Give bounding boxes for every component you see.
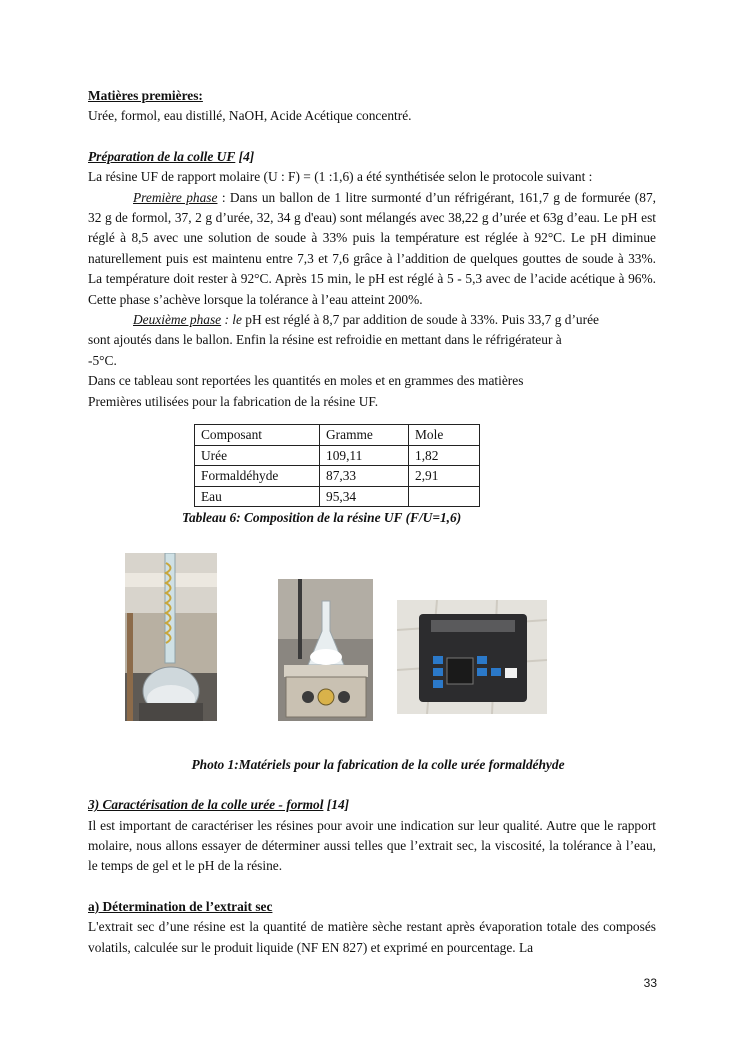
characterisation-heading: 3) Caractérisation de la colle urée - formol [14]	[88, 797, 350, 813]
ph-meter-photo	[397, 600, 547, 714]
photo-strip	[88, 540, 656, 735]
raw-materials-text: Urée, formol, eau distillé, NaOH, Acide Acétique concentré.	[88, 108, 412, 124]
table-cell: 95,34	[320, 486, 409, 507]
characterisation-text: Il est important de caractériser les résines pour avoir une indication sur leur qualité. Autre que le rapport molaire, nous allons essayer de déterminer aussi telles que l’extrait sec, la viscosité, la tolérance à l’eau, le temps de gel et le pH de la résine.	[88, 817, 656, 874]
reflux-setup-image	[125, 553, 217, 721]
stirrer-photo	[278, 579, 373, 721]
table-cell: Formaldéhyde	[195, 466, 320, 487]
raw-materials-heading: Matières premières:	[88, 88, 203, 103]
table-cell: 109,11	[320, 445, 409, 466]
table-header-cell: Mole	[409, 425, 480, 446]
stirrer-image	[278, 579, 373, 721]
table-header-cell: Composant	[195, 425, 320, 446]
table-cell: Eau	[195, 486, 320, 507]
table-row	[195, 466, 480, 487]
table-cell: 2,91	[409, 466, 480, 487]
phase-two-paragraph: Deuxième phase : le pH est réglé à 8,7 par addition de soude à 33%. Puis 33,7 g d’urée sont ajoutés dans le ballon. Enfin la résine est refroidie en mettant dans le réfrigérateur à -5°C.	[88, 312, 599, 368]
ph-meter-image	[397, 600, 547, 714]
table-row	[195, 486, 480, 507]
document-page	[88, 86, 656, 958]
dry-extract-text: L'extrait sec d’une résine est la quantité de matière sèche restant après évaporation totale des composés volatils, calculée sur le produit liquide (NF EN 827) et exprimé en pourcentage. La	[88, 919, 656, 955]
table-caption: Tableau 6: Composition de la résine UF (F/U=1,6)	[182, 510, 462, 526]
reflux-setup-photo	[125, 553, 217, 721]
phase-one-paragraph: Première phase : Dans un ballon de 1 litre surmonté d’un réfrigérant, 161,7 g de formurée (87, 32 g de formol, 37, 2 g d’urée, 32, 34 g d'eau) sont mélangés avec 38,22 g d’urée et 63g d’eau. Le pH est réglé à 8,5 avec une solution de soude à 33% puis la température est réglée à 92°C. Le pH diminue naturellement puis est maintenu entre 7,3 et 7,6 grâce à l’addition de quelques gouttes de soude à 33%. La température doit rester à 92°C. Après 15 min, le pH est réglé à 5 - 5,3 avec de l’acide acétique à 96%. Cette phase s’achève lorsque la tolérance à l’eau atteint 200%.	[88, 189, 657, 307]
page-number: 33	[643, 976, 657, 990]
preparation-heading: Préparation de la colle UF [4]	[88, 148, 255, 164]
table-intro: Dans ce tableau sont reportées les quantités en moles et en grammes des matières Premières utilisées pour la fabrication de la résine UF.	[88, 373, 524, 409]
phase-one-label: Première phase	[133, 189, 218, 205]
table-cell: Urée	[195, 445, 320, 466]
dry-extract-heading: a) Détermination de l’extrait sec	[88, 898, 273, 914]
phase-two-label: Deuxième phase	[133, 312, 222, 328]
table-header-cell: Gramme	[320, 425, 409, 446]
table-cell: 1,82	[409, 445, 480, 466]
preparation-intro: La résine UF de rapport molaire (U : F) = (1 :1,6) a été synthétisée selon le protocole suivant :	[88, 169, 593, 185]
table-header-row	[195, 425, 480, 446]
composition-table	[194, 424, 480, 507]
table-cell: 87,33	[320, 466, 409, 487]
table-row	[195, 445, 480, 466]
photo-caption: Photo 1:Matériels pour la fabrication de la colle urée formaldéhyde	[191, 757, 565, 773]
table-cell	[409, 486, 480, 507]
